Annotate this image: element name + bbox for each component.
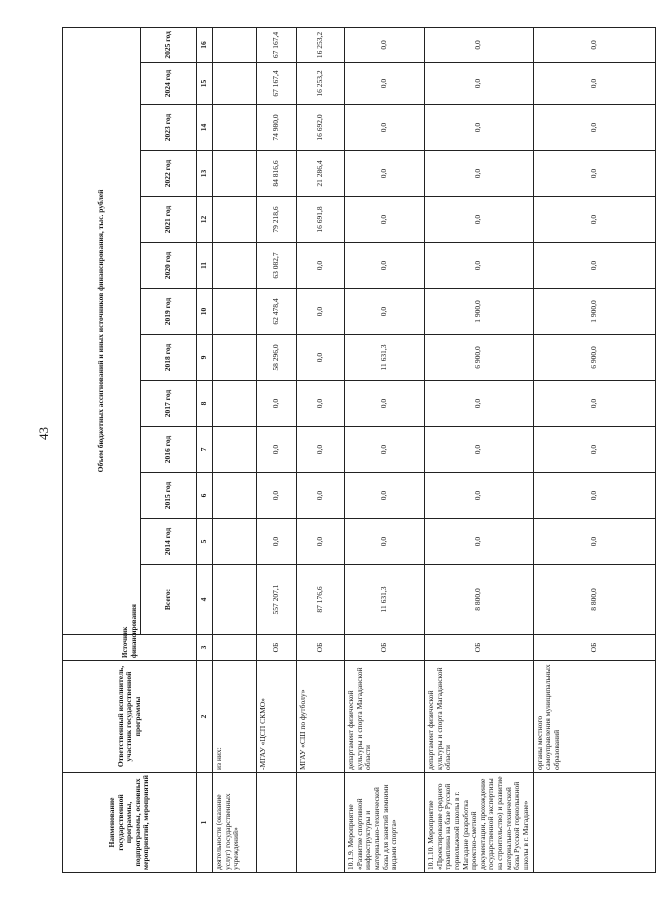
header-year: 2019 год <box>141 289 197 335</box>
cell-name <box>533 773 655 873</box>
header-year: 2024 год <box>141 63 197 105</box>
cell-value: 0,0 <box>297 427 345 473</box>
cell-value: 0,0 <box>345 243 425 289</box>
cell-value: 74 980,0 <box>257 105 297 151</box>
financing-table <box>62 27 656 873</box>
cell-value <box>213 565 257 635</box>
cell-value: 0,0 <box>425 27 534 62</box>
cell-value: 0,0 <box>425 151 534 197</box>
header-total: Всего: <box>141 565 197 635</box>
cell-name <box>257 773 297 873</box>
cell-value: 0,0 <box>297 335 345 381</box>
header-year: 2022 год <box>141 151 197 197</box>
header-year: 2016 год <box>141 427 197 473</box>
cell-value: 0,0 <box>533 197 655 243</box>
cell-value: 0,0 <box>345 63 425 105</box>
cell-value: 1 900,0 <box>533 289 655 335</box>
cell-value: 16 691,8 <box>297 197 345 243</box>
header-year: 2017 год <box>141 381 197 427</box>
header-year: 2020 год <box>141 243 197 289</box>
cell-value: 8 800,0 <box>425 565 534 635</box>
cell-value <box>213 519 257 565</box>
cell-value <box>213 27 257 62</box>
column-number: 15 <box>197 63 213 105</box>
cell-value: 0,0 <box>297 519 345 565</box>
column-number: 12 <box>197 197 213 243</box>
cell-value: 0,0 <box>425 427 534 473</box>
cell-value: 0,0 <box>257 519 297 565</box>
cell-value: 11 631,3 <box>345 565 425 635</box>
column-number: 11 <box>197 243 213 289</box>
cell-value: 0,0 <box>297 473 345 519</box>
cell-value: 0,0 <box>425 519 534 565</box>
column-number: 1 <box>197 773 213 873</box>
cell-value: 0,0 <box>425 473 534 519</box>
cell-value: 6 900,0 <box>425 335 534 381</box>
cell-value: 0,0 <box>533 63 655 105</box>
cell-value: 6 900,0 <box>533 335 655 381</box>
cell-value: 58 296,0 <box>257 335 297 381</box>
cell-value: 87 176,6 <box>297 565 345 635</box>
column-number: 16 <box>197 27 213 62</box>
cell-name <box>297 773 345 873</box>
cell-value: 0,0 <box>533 27 655 62</box>
cell-source: ОБ <box>297 635 345 661</box>
column-number: 2 <box>197 661 213 773</box>
cell-value: 0,0 <box>425 243 534 289</box>
cell-value: 0,0 <box>345 519 425 565</box>
table-row <box>257 27 297 872</box>
header-year: 2023 год <box>141 105 197 151</box>
column-number: 6 <box>197 473 213 519</box>
cell-value: 0,0 <box>345 197 425 243</box>
column-number: 4 <box>197 565 213 635</box>
cell-value: 0,0 <box>533 427 655 473</box>
column-number: 7 <box>197 427 213 473</box>
cell-value <box>213 151 257 197</box>
rotated-table-sheet <box>62 28 598 873</box>
cell-value: 0,0 <box>425 63 534 105</box>
cell-value: 0,0 <box>345 151 425 197</box>
column-number: 5 <box>197 519 213 565</box>
cell-source <box>213 635 257 661</box>
cell-value <box>213 197 257 243</box>
cell-value: 0,0 <box>533 243 655 289</box>
cell-executor: департамент физической культуры и спорта Магаданской области <box>345 661 425 773</box>
cell-executor: МГАУ «СШ по футболу» <box>297 661 345 773</box>
cell-value: 0,0 <box>533 151 655 197</box>
cell-source: ОБ <box>425 635 534 661</box>
cell-value: 16 253,2 <box>297 63 345 105</box>
cell-value: 0,0 <box>533 519 655 565</box>
cell-value <box>213 381 257 427</box>
table-row <box>345 27 425 872</box>
cell-value: 0,0 <box>345 289 425 335</box>
cell-executor: органы местного самоуправления муниципальных образований <box>533 661 655 773</box>
cell-value: 0,0 <box>425 105 534 151</box>
cell-value: 0,0 <box>257 473 297 519</box>
cell-source: ОБ <box>345 635 425 661</box>
cell-value <box>213 473 257 519</box>
cell-name: деятельности (оказание услуг) государственных учреждений» <box>213 773 257 873</box>
cell-value: 0,0 <box>297 289 345 335</box>
cell-value: 0,0 <box>345 105 425 151</box>
cell-value: 63 082,7 <box>257 243 297 289</box>
header-volume-group: Объем бюджетных ассигнований и иных источников финансирования, тыс. рублей <box>63 27 141 634</box>
header-source: Источник финансирования <box>63 635 197 661</box>
cell-value: 16 253,2 <box>297 27 345 62</box>
cell-value: 0,0 <box>297 243 345 289</box>
header-executor: Ответственный исполнитель, участник государственной программы <box>63 661 197 773</box>
cell-value: 0,0 <box>533 381 655 427</box>
cell-value: 8 800,0 <box>533 565 655 635</box>
cell-executor: -МГАУ «ЦСП СКМО» <box>257 661 297 773</box>
cell-value: 557 207,1 <box>257 565 297 635</box>
header-year: 2014 год <box>141 519 197 565</box>
cell-name: 10.1.9. Мероприятие «Развитие спортивной инфраструктуры и материально-технической базы для занятий зимними видами спорта» <box>345 773 425 873</box>
cell-value: 0,0 <box>425 381 534 427</box>
cell-value <box>213 105 257 151</box>
cell-value <box>213 63 257 105</box>
page-number: 43 <box>36 427 51 440</box>
cell-name: 10.1.10. Мероприятие «Проектирование среднего трамплина на базе Русской горнолыжной школы в г. Магадане (разработка проектно-сметной документации, прохождение государственной экспертизы на строительство) и развитие материально-технической базы Русской горнолыжной школы в г. Магадане» <box>425 773 534 873</box>
cell-source: ОБ <box>533 635 655 661</box>
table-row <box>213 27 257 872</box>
cell-value: 0,0 <box>257 427 297 473</box>
cell-value: 62 478,4 <box>257 289 297 335</box>
header-year: 2021 год <box>141 197 197 243</box>
cell-value: 0,0 <box>345 473 425 519</box>
cell-value: 0,0 <box>257 381 297 427</box>
header-year: 2025 год <box>141 27 197 62</box>
cell-executor: департамент физической культуры и спорта Магаданской области <box>425 661 534 773</box>
cell-value <box>213 243 257 289</box>
cell-value: 0,0 <box>533 473 655 519</box>
column-number: 8 <box>197 381 213 427</box>
column-number: 3 <box>197 635 213 661</box>
cell-value: 0,0 <box>345 381 425 427</box>
table-row <box>425 27 534 872</box>
column-number: 9 <box>197 335 213 381</box>
cell-value: 0,0 <box>533 105 655 151</box>
cell-value: 84 816,6 <box>257 151 297 197</box>
column-number: 13 <box>197 151 213 197</box>
table-row <box>533 27 655 872</box>
header-name: Наименование государственной программы, подпрограммы, основных мероприятий, мероприятий <box>63 773 197 873</box>
cell-value: 16 692,0 <box>297 105 345 151</box>
cell-value: 0,0 <box>425 197 534 243</box>
cell-value: 11 631,3 <box>345 335 425 381</box>
cell-value <box>213 289 257 335</box>
header-year: 2018 год <box>141 335 197 381</box>
cell-value: 79 218,6 <box>257 197 297 243</box>
table-row <box>297 27 345 872</box>
cell-value: 21 286,4 <box>297 151 345 197</box>
cell-value: 67 167,4 <box>257 27 297 62</box>
cell-value: 67 167,4 <box>257 63 297 105</box>
cell-value <box>213 427 257 473</box>
header-year: 2015 год <box>141 473 197 519</box>
column-number: 14 <box>197 105 213 151</box>
cell-value: 0,0 <box>345 27 425 62</box>
cell-source: ОБ <box>257 635 297 661</box>
cell-value: 0,0 <box>345 427 425 473</box>
column-number: 10 <box>197 289 213 335</box>
cell-value <box>213 335 257 381</box>
cell-value: 0,0 <box>297 381 345 427</box>
cell-value: 1 900,0 <box>425 289 534 335</box>
cell-executor: из них: <box>213 661 257 773</box>
